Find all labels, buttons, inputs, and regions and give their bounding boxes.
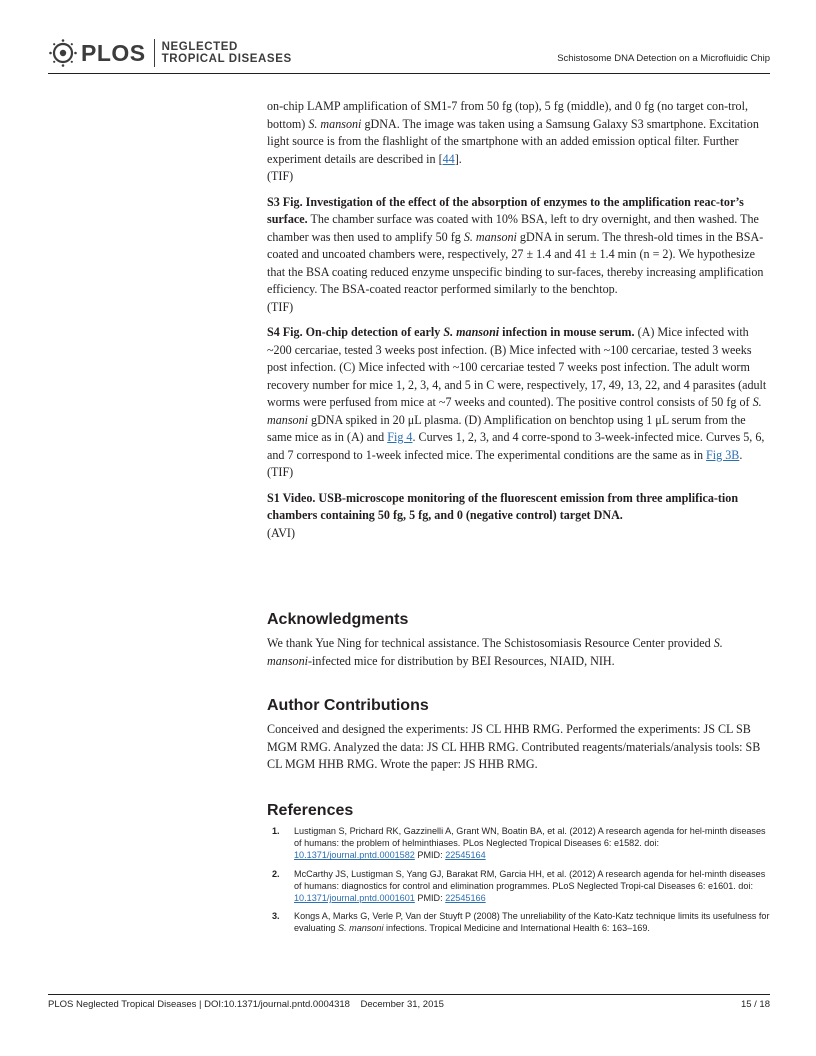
footer-doi: DOI:10.1371/journal.pntd.0004318 [204,999,350,1010]
reference-citation: Kongs A, Marks G, Verle P, Van der Stuyft P (2008) The unreliability of the Kato-Katz technique limits its usefulness for evaluating [294,911,770,934]
page-header [48,36,770,73]
pmid-link[interactable]: 22545166 [445,893,486,904]
pmid-label: PMID: [414,893,446,904]
s3-fig-item [267,194,770,317]
running-title: Schistosome DNA Detection on a Microfluidic Chip [557,53,770,64]
species-name: S. mansoni [338,923,384,934]
s1-video-item [267,490,770,543]
caption-text-part: gDNA. The image was taken using a Samsung Galaxy S3 smartphone. Excitation light source is from the flashlight of the smartphone with an added emission optical filter. Further experiment details are described in [ [267,116,759,166]
s1-video-text [267,490,770,525]
acknowledgments-text-part: -infected mice for distribution by BEI Resources, NIAID, NIH. [308,653,615,668]
reference-citation: McCarthy JS, Lustigman S, Yang GJ, Barakat RM, Garcia HH, et al. (2012) A research agenda for hel-minth diseases of humans: diagnostics for control and elimination programmes. PLoS Neglected Tropi-cal Diseases 6: e1601. doi: [294,868,766,891]
acknowledgments-text-part: We thank Yue Ning for technical assistance. The Schistosomiasis Resource Center provided [267,636,714,650]
s3-fig-description: The chamber surface was coated with 10% BSA, left to dry overnight, and then washed. The chamber was then used to amplify 50 fg [267,212,759,244]
reference-number: 2. [272,868,280,879]
s1-video-title[interactable]: S1 Video. USB-microscope monitoring of the fluorescent emission from three amplifica-tion chambers containing 50 fg, 5 fg, and 0 (negative control) target DNA. [267,490,739,522]
s4-fig-title[interactable] [267,325,635,339]
file-format-label: (TIF) [267,299,294,314]
s3-fig-title[interactable]: S3 Fig. Investigation of the effect of the absorption of enzymes to the amplification reac-tor’s surface. [267,194,744,226]
footer-journal: PLOS Neglected Tropical Diseases [48,999,197,1010]
reference-item [267,825,770,862]
s3-fig-text [267,194,770,299]
author-contributions-heading: Author Contributions [267,697,429,714]
reference-list [267,825,770,941]
references-heading: References [267,802,354,819]
fig-caption-continued [267,98,770,186]
footer-spacer [350,999,361,1010]
page-number: 15 / 18 [740,999,770,1010]
s4-fig-title-part: S4 Fig. On-chip detection of early [267,325,444,339]
acknowledgments-text [267,635,770,670]
acknowledgments-heading: Acknowledgments [267,611,409,628]
caption-text-part: on-chip LAMP amplification of SM1-7 from 50 fg (top), 5 fg (middle), and 0 fg (no target con-trol, bottom) [267,99,748,131]
reference-citation-tail: infections. Tropical Medicine and International Health 6: 163–169. [383,923,650,934]
s4-fig-description: (A) Mice infected with ~200 cercariae, tested 3 weeks post infection. (B) Mice infected with ~100 cercariae, tested 3 weeks post infection. (C) Mice infected with ~100 cercariae tested 7 weeks post infection. The adult worm recovery number for mice 1, 2, 3, 4, and 5 in C were, respectively, 17, 49, 13, 22, and 4 parasites (adult worms were perfused from mice at ~7 weeks and counted). The positive control consists of 50 fg of [267,325,767,409]
s4-fig-title-part: infection in mouse serum. [499,325,635,339]
species-name: S. mansoni [267,636,723,668]
species-name: S. mansoni [443,325,500,339]
s4-fig-description: . [739,447,743,462]
reference-number: 1. [272,826,280,836]
doi-link[interactable]: 10.1371/journal.pntd.0001582 [294,850,415,861]
s4-fig-text [267,324,770,464]
plos-logo-icon [48,38,78,68]
s4-fig-description: . Curves 1, 2, 3, and 4 corre-spond to 3-week-infected mice. Curves 5, 6, and 7 correspond to 1-week infected mice. The experimental conditions are the same as in [267,430,765,462]
logo-wordmark: PLOS [81,39,146,66]
reference-text [294,825,770,862]
footer-divider [48,994,770,995]
fig-4-link[interactable]: Fig 4 [387,430,413,444]
citation-link[interactable]: 44 [442,151,455,166]
s4-fig-description: gDNA spiked in 20 μL plasma. (D) Amplification on benchtop using 1 μL serum from the same mice as in (A) and [267,412,746,444]
species-name: S. mansoni [267,395,762,427]
pmid-label: PMID: [414,850,446,861]
reference-item [267,910,770,934]
footer-date: December 31, 2015 [360,999,444,1010]
file-format-label: (AVI) [267,525,295,540]
caption-text [267,98,770,168]
footer-separator: | [196,999,205,1010]
caption-text-part: ]. [454,151,462,166]
file-format-label: (TIF) [267,465,294,479]
s3-fig-description: gDNA in serum. The thresh-old times in the BSA-coated and uncoated chambers were, respectively, 27 ± 1.4 and 41 ± 1.4 min (n = 2). We hypothesize that the BSA coating reduced enzyme unspecific binding to sur-faces, thereby increasing amplification efficiency. The BSA-coated reactor performed similarly to the benchtop. [267,229,764,296]
journal-name-line1: NEGLECTED [161,41,238,53]
footer-citation [48,999,444,1010]
reference-number: 3. [272,911,280,922]
logo-divider [154,39,155,67]
doi-link[interactable]: 10.1371/journal.pntd.0001601 [294,893,415,904]
file-format-label: (TIF) [267,169,294,183]
reference-citation: Lustigman S, Prichard RK, Gazzinelli A, Grant WN, Boatin BA, et al. (2012) A research agenda for hel-minth diseases of humans: the problem of helminthiases. PLos Neglected Tropical Diseases 6: e1582. doi: [294,826,766,849]
reference-text [294,868,770,905]
supporting-information [267,98,770,550]
pmid-link[interactable]: 22545164 [445,850,486,861]
journal-name-line2: TROPICAL DISEASES [161,53,292,65]
author-contributions-text: Conceived and designed the experiments: JS CL HHB RMG. Performed the experiments: JS CL SB MGM RMG. Analyzed the data: JS CL HHB RMG. Contributed reagents/materials/analysis tools: SB CL MGM HHB RMG. Wrote the paper: JS HHB RMG. [267,722,761,771]
fig-3b-link[interactable]: Fig 3B [706,447,740,462]
reference-text [294,910,770,934]
s4-fig-item [267,324,770,482]
reference-item [267,868,770,905]
header-divider [48,73,770,74]
species-name: S. mansoni [308,116,362,131]
journal-name [162,41,292,65]
species-name: S. mansoni [463,229,517,244]
journal-logo[interactable] [48,36,292,70]
